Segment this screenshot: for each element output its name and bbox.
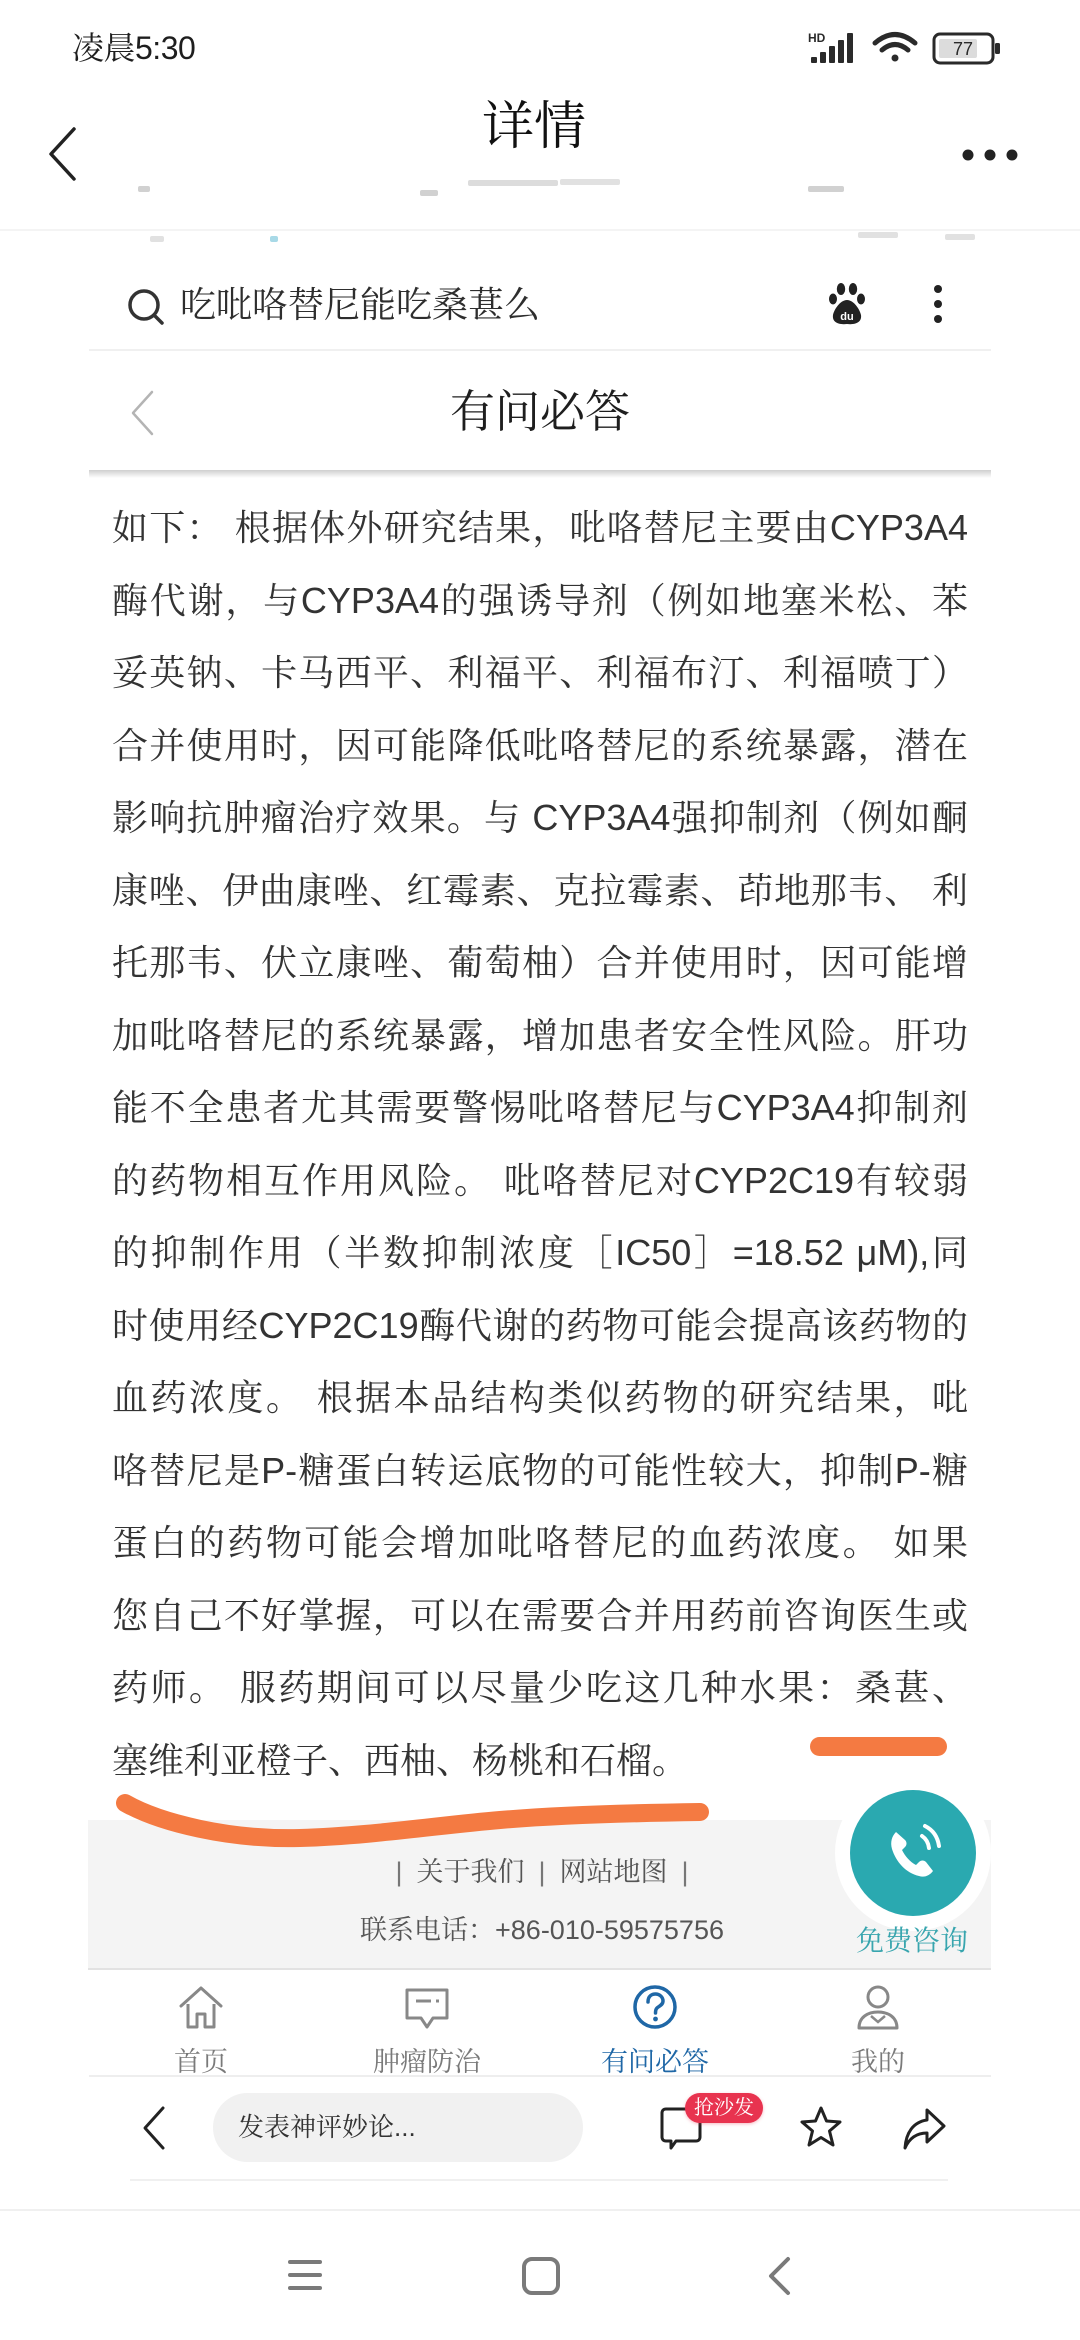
tab-home[interactable] (111, 1970, 291, 2075)
footer-contact (300, 1913, 784, 1947)
share-button[interactable] (901, 2107, 947, 2151)
image-bottom-edge (130, 2179, 948, 2181)
article-line: 加吡咯替尼的系统暴露，增加患者安全性风险。肝功 (112, 1014, 968, 1056)
comment-input[interactable] (213, 2093, 583, 2162)
tab-tumor-prevention[interactable] (337, 1970, 517, 2075)
menu-icon (287, 2258, 323, 2292)
article-line: 能不全患者尤其需要警惕吡咯替尼与CYP3A4抑制剂 (112, 1087, 968, 1128)
wifi-icon (875, 35, 915, 62)
status-icons (800, 26, 1010, 70)
consult-button[interactable] (850, 1790, 976, 1916)
highlight-mark-wavy (100, 1785, 740, 1860)
page-title: 详情 (481, 98, 586, 156)
home-icon (178, 1984, 224, 2030)
footer-links (300, 1855, 784, 1889)
content-bottom-divider (0, 2209, 1080, 2211)
section-title: 有问必答 (449, 386, 630, 437)
contact-label: 联系电话： (360, 1915, 496, 1945)
article-line: 托那韦、伏立康唑、葡萄柚）合并使用时，因可能增 (112, 942, 968, 983)
article-line: 塞维利亚橙子、西柚、杨桃和石榴。 (112, 1739, 689, 1781)
more-button[interactable] (960, 146, 1020, 164)
article-line: 合并使用时，因可能降低吡咯替尼的系统暴露，潜在 (112, 724, 968, 766)
header-divider (0, 229, 1080, 231)
article-line: 的抑制作用（半数抑制浓度［IC50］=18.52 μM),同 (112, 1232, 968, 1273)
browser-menu-button[interactable] (930, 284, 946, 324)
tab-qa[interactable] (565, 1970, 745, 2075)
chevron-left-icon (140, 2105, 168, 2151)
article-line: 血药浓度。 根据本品结构类似药物的研究结果，吡 (112, 1377, 968, 1418)
user-icon (855, 1984, 901, 2030)
article-line: 影响抗肿瘤治疗效果。与 CYP3A4强抑制剂（例如酮 (112, 797, 968, 838)
favorite-button[interactable] (798, 2105, 844, 2151)
home-square-icon (521, 2256, 561, 2296)
nav-recents-button[interactable] (287, 2258, 323, 2292)
network-label: HD (808, 31, 826, 45)
article-line: 康唑、伊曲康唑、红霉素、克拉霉素、茚地那韦、 利 (112, 869, 968, 911)
battery-icon (934, 34, 1000, 63)
tab-label: 我的 (851, 2047, 905, 2077)
share-icon (901, 2107, 947, 2151)
article-line: 药师。 服药期间可以尽量少吃这几种水果：桑葚、 (112, 1667, 968, 1708)
comment-placeholder: 发表神评妙论... (238, 2112, 416, 2142)
contact-phone[interactable]: +86-010-59575756 (495, 1915, 724, 1945)
search-icon (126, 288, 168, 326)
tab-mine[interactable] (788, 1970, 968, 2075)
star-icon (798, 2105, 844, 2151)
nav-back-button[interactable] (766, 2256, 792, 2296)
article-line: 的药物相互作用风险。 吡咯替尼对CYP2C19有较弱 (112, 1159, 968, 1201)
header-shadow (89, 470, 991, 478)
question-icon (632, 1984, 678, 2030)
more-vertical-icon (930, 284, 946, 324)
tab-label: 有问必答 (601, 2047, 709, 2077)
consult-label[interactable]: 免费咨询 (855, 1925, 968, 1956)
article-line: 如下： 根据体外研究结果，吡咯替尼主要由CYP3A4 (112, 507, 968, 548)
status-time: 凌晨5:30 (72, 30, 196, 66)
battery-level: 77 (952, 39, 974, 59)
tab-label: 首页 (174, 2047, 228, 2077)
comment-badge: 抢沙发 (685, 2093, 763, 2123)
chat-icon (404, 1984, 450, 2030)
tab-label: 肿瘤防治 (373, 2047, 481, 2077)
more-horizontal-icon (960, 146, 1020, 164)
nav-home-button[interactable] (521, 2256, 561, 2296)
search-query[interactable]: 吃吡咯替尼能吃桑葚么 (180, 284, 541, 325)
article-body (112, 492, 968, 1797)
highlight-mark-short (810, 1737, 947, 1756)
phone-icon (878, 1818, 948, 1888)
svg-text:du: du (840, 311, 854, 323)
back-icon (766, 2256, 792, 2296)
comment-bar-back-button[interactable] (140, 2105, 168, 2151)
article-line: 妥英钠、卡马西平、利福平、利福布汀、利福喷丁） (112, 652, 968, 693)
search-divider (89, 349, 991, 351)
footer-link-about[interactable]: 关于我们 (416, 1857, 525, 1887)
baidu-paw-icon[interactable] (826, 282, 868, 326)
footer-separator: | (538, 1857, 546, 1887)
article-line: 您自己不好掌握，可以在需要合并用药前咨询医生或 (112, 1594, 968, 1636)
article-line: 蛋白的药物可能会增加吡咯替尼的血药浓度。 如果 (112, 1522, 968, 1563)
footer-link-sitemap[interactable]: 网站地图 (559, 1857, 668, 1887)
article-line: 时使用经CYP2C19酶代谢的药物可能会提高该药物的 (112, 1304, 968, 1346)
article-line: 咯替尼是P-糖蛋白转运底物的可能性较大，抑制P-糖 (112, 1449, 968, 1491)
footer-separator: | (395, 1857, 403, 1887)
footer-separator: | (681, 1857, 689, 1887)
site-tab-bar (89, 1970, 991, 2077)
article-line: 酶代谢，与CYP3A4的强诱导剂（例如地塞米松、苯 (112, 579, 968, 621)
signal-icon (808, 31, 853, 63)
